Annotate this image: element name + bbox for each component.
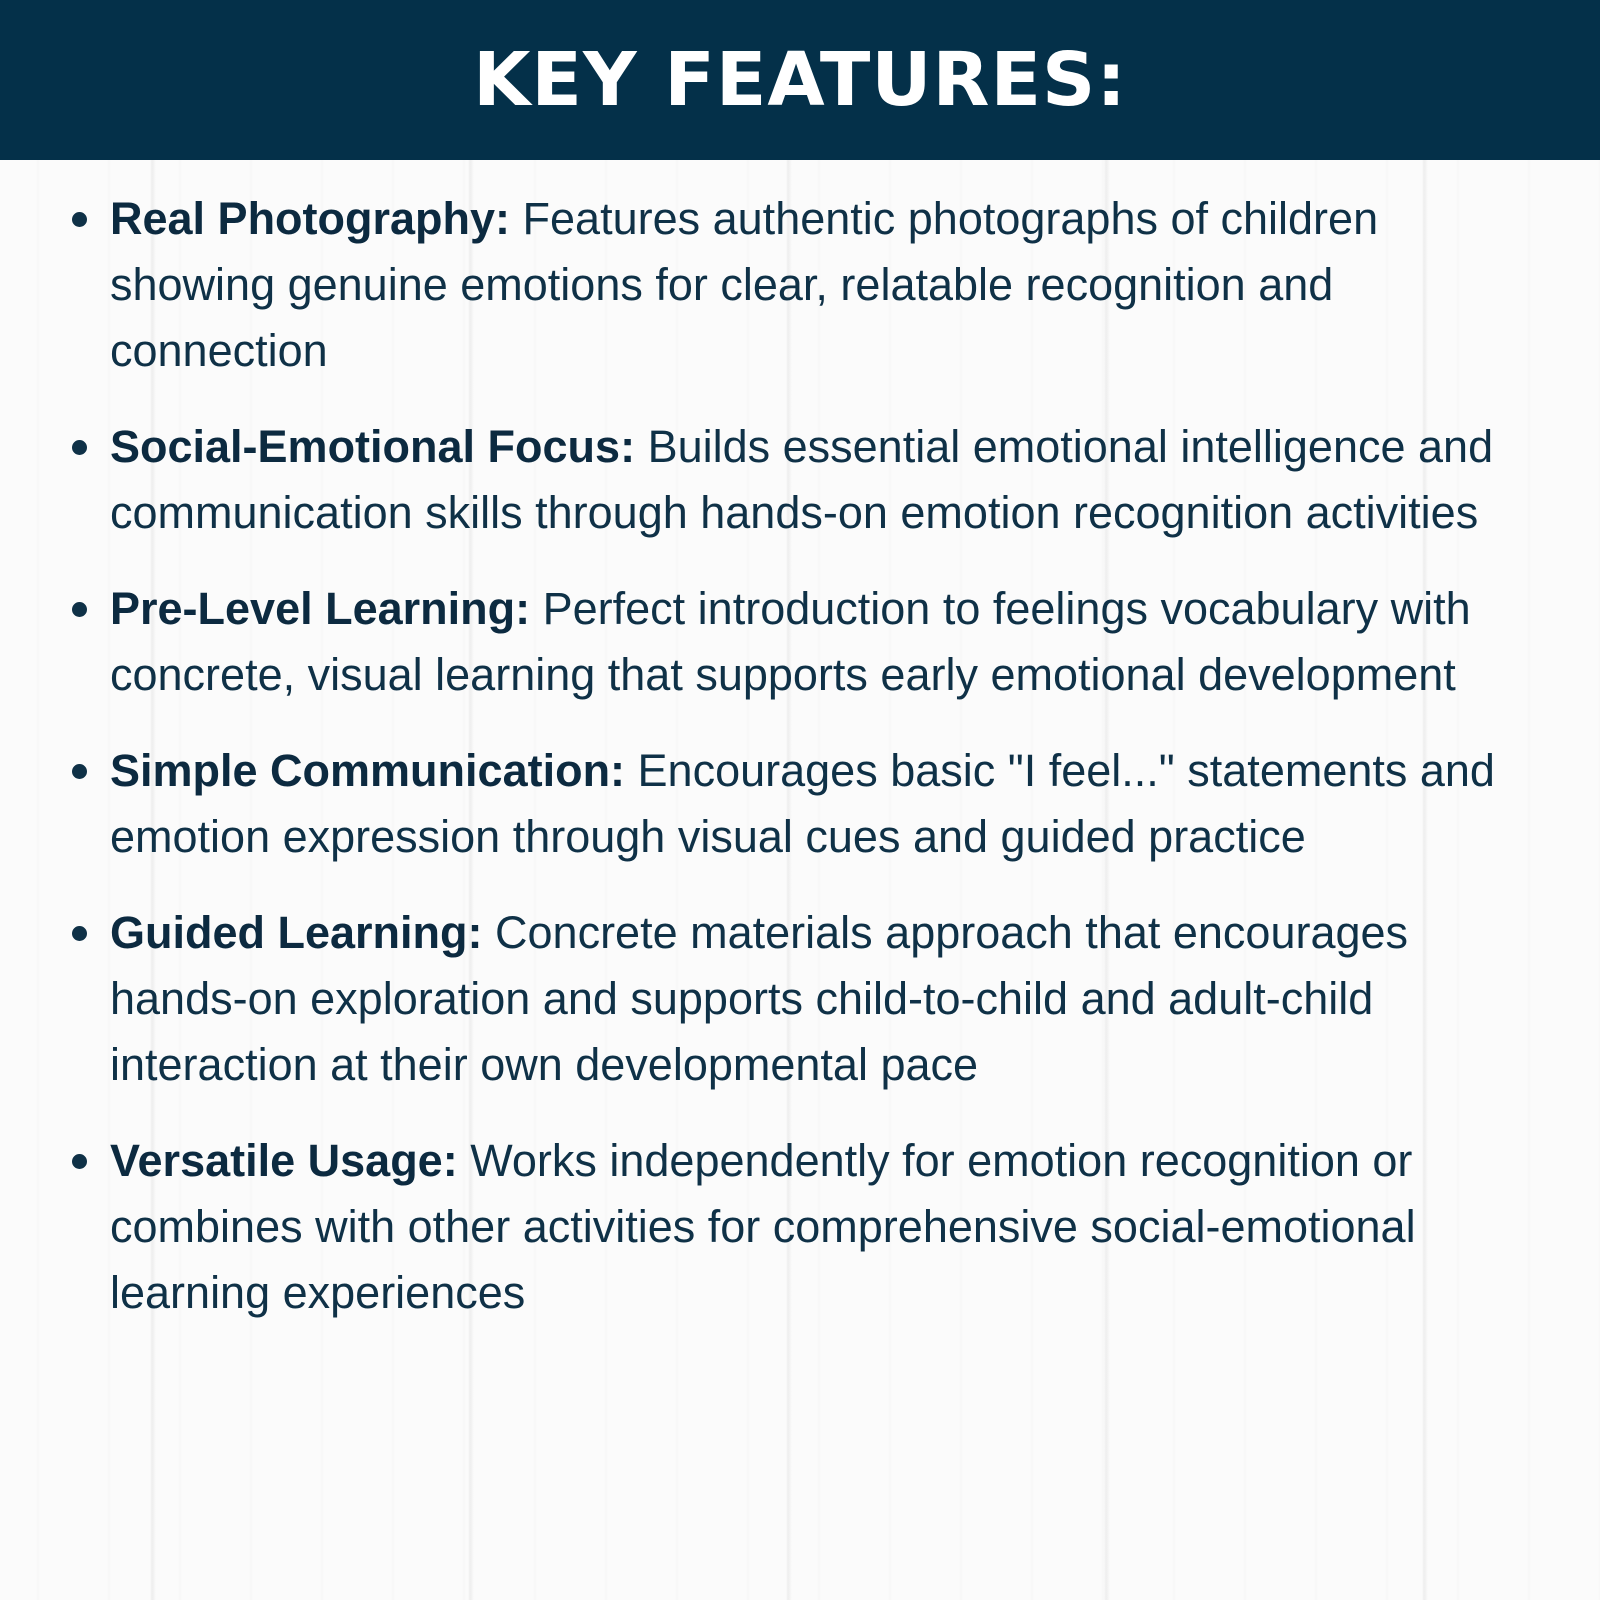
bullet-icon: [72, 440, 87, 455]
bullet-icon: [72, 212, 87, 227]
feature-description: Concrete materials approach that encourages hands-on exploration and supports child-to-child and adult-child interaction at their own developmental pace: [110, 907, 1409, 1090]
list-item: [0, 1128, 1600, 1326]
feature-description: Encourages basic "I feel..." statements and emotion expression through visual cues and guided practice: [110, 745, 1495, 862]
bullet-icon: [72, 1154, 87, 1169]
bullet-icon: [72, 764, 87, 779]
list-item: [0, 576, 1600, 708]
feature-description: Perfect introduction to feelings vocabulary with concrete, visual learning that supports early emotional development: [110, 583, 1471, 700]
feature-title: Social-Emotional Focus:: [110, 421, 648, 472]
list-item: [0, 900, 1600, 1098]
bullet-icon: [72, 926, 87, 941]
feature-description: Builds essential emotional intelligence and communication skills through hands-on emotion recognition activities: [110, 421, 1494, 538]
list-item: [0, 414, 1600, 546]
list-item: [0, 738, 1600, 870]
feature-list: [0, 186, 1600, 1356]
feature-title: Simple Communication:: [110, 745, 638, 796]
bullet-icon: [72, 602, 87, 617]
feature-title: Versatile Usage:: [110, 1135, 471, 1186]
feature-description: Features authentic photographs of children showing genuine emotions for clear, relatable recognition and connection: [110, 193, 1379, 376]
feature-description: Works independently for emotion recognition or combines with other activities for comprehensive social-emotional learning experiences: [110, 1135, 1416, 1318]
feature-title: Guided Learning:: [110, 907, 496, 958]
header-banner: [0, 0, 1600, 160]
page-title: KEY FEATURES:: [473, 37, 1127, 123]
feature-title: Real Photography:: [110, 193, 523, 244]
feature-title: Pre-Level Learning:: [110, 583, 543, 634]
list-item: [0, 186, 1600, 384]
